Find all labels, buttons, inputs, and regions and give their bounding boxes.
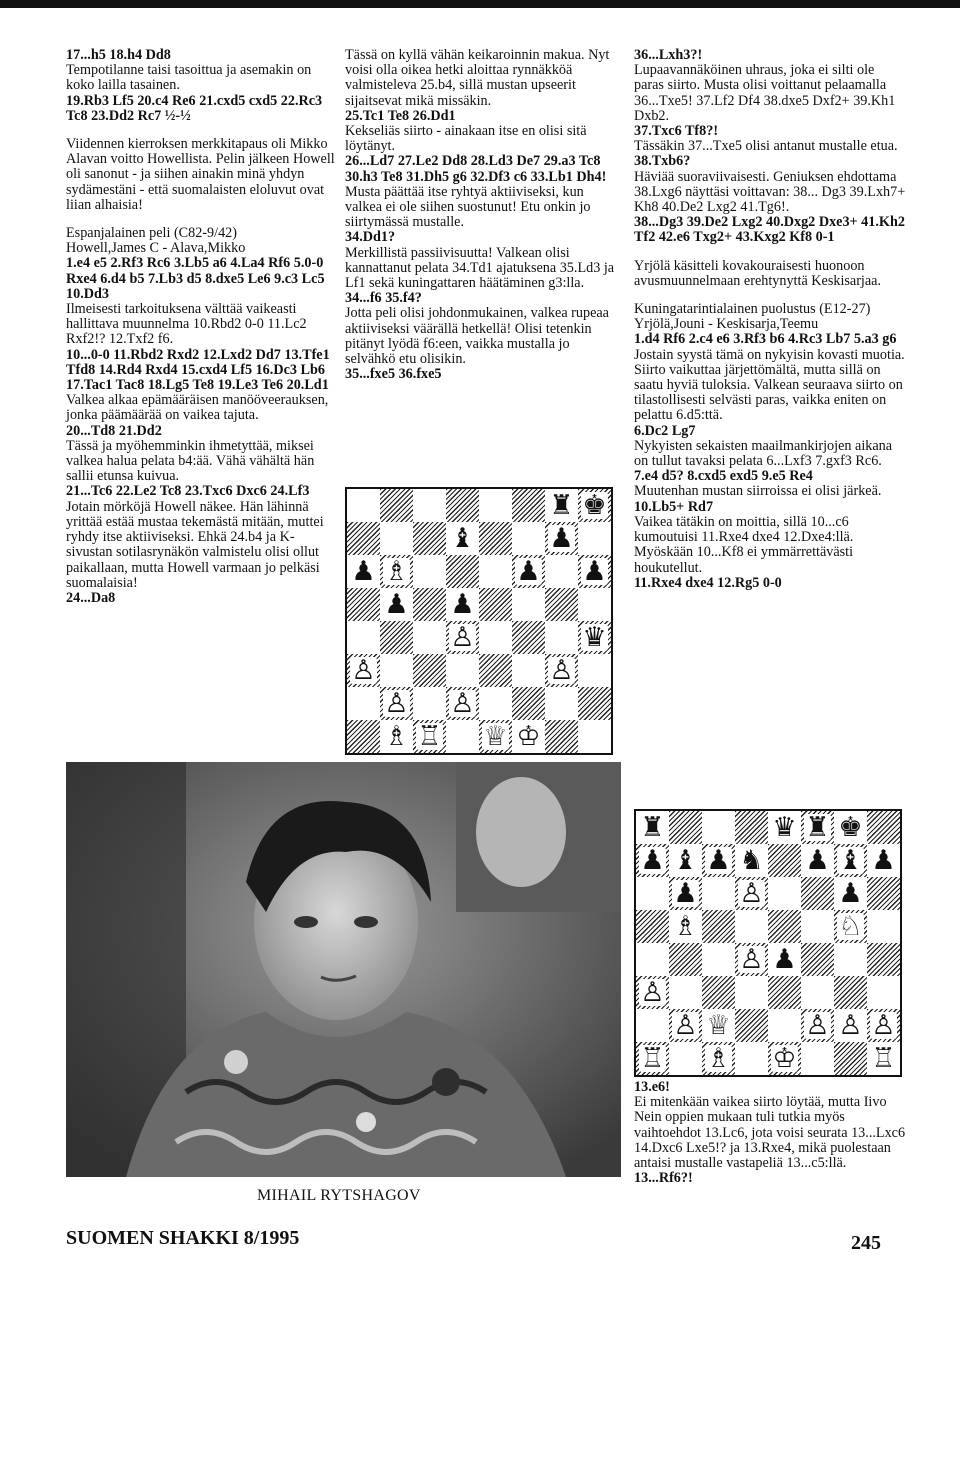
black-king-icon: ♚ [582,490,607,521]
board-square [834,1042,867,1075]
board-square [834,943,867,976]
black-pawn-icon: ♟ [838,878,863,909]
white-pawn-icon: ♙ [549,655,574,686]
board-square [413,555,446,588]
commentary-text: Viidennen kierroksen merkkitapaus oli Mikko Alavan voitto Howellista. Pelin jälkeen Howell oli sanonut - ja siihen ainakin minä yhdyn sydämestäni - että suomalaisten eloluvut ovat liian alhaisia! [66,136,335,213]
black-pawn-icon: ♟ [673,878,698,909]
white-king-icon: ♔ [772,1043,797,1074]
board-square [347,588,380,621]
board-square [834,976,867,1009]
board-square [768,877,801,910]
commentary-text: Yrjölä käsitteli kovakouraisesti huonoon avusmuunnelmaan erehtynyttä Keskisarjaa. [634,257,882,289]
commentary-text: Jostain syystä tämä on nykyisin kovasti muotia. Siirto vaikuttaa järjettömältä, mutta sillä on saatu hyviä tuloksia. Valkean seuraava siirto on tilastollisesti selvästi paras, vaikka eniten on pelattu 6.d5:ttä. [634,346,905,424]
black-queen-icon: ♛ [772,812,797,843]
black-pawn-icon: ♟ [384,589,409,620]
commentary-text: Espanjalainen peli (C82-9/42) [66,225,237,242]
board-square [479,687,512,720]
white-pawn-icon: ♙ [838,1010,863,1041]
board-square [446,720,479,753]
white-pawn-icon: ♙ [871,1010,896,1041]
black-rook-icon: ♜ [805,812,830,843]
black-bishop-icon: ♝ [673,845,698,876]
move-text: 24...Da8 [66,589,116,606]
black-rook-icon: ♜ [640,812,665,843]
board-square [702,877,735,910]
commentary-text: Kekseliäs siirto - ainakaan itse en olisi sitä löytänyt. [345,123,587,155]
photo-image [66,762,621,1177]
black-pawn-icon: ♟ [640,845,665,876]
board-square [867,910,900,943]
board-square [347,489,380,522]
board-square [636,910,669,943]
paragraph-gap [634,246,906,259]
move-text: 34.Dd1? [345,229,396,246]
commentary-text: Ei mitenkään vaikea siirto löytää, mutta Iivo Nein oppien mukaan tuli tutkia myös vaihtoehdot 13.Lc6, jota voisi seurata 13...Lxc6 14.Dxc6 Lxe5!? ja 13.Rxe4, mikä puolestaan antaisi mustalle vastapeliä 13...c5:llä. [634,1094,906,1172]
black-bishop-icon: ♝ [838,845,863,876]
move-text: 6.Dc2 Lg7 [634,422,696,439]
board-square [768,1009,801,1042]
move-text: 19.Rb3 Lf5 20.c4 Re6 21.cxd5 cxd5 22.Rc3 Tc8 23.Dd2 Rc7 ½-½ [66,92,323,124]
white-pawn-icon: ♙ [739,944,764,975]
board-square [545,621,578,654]
board-square [512,489,545,522]
board-square [512,588,545,621]
white-pawn-icon: ♙ [640,977,665,1008]
move-text: 11.Rxe4 dxe4 12.Rg5 0-0 [634,574,782,591]
move-text: 21...Tc6 22.Le2 Tc8 23.Txc6 Dxc6 24.Lf3 [66,483,310,500]
black-pawn-icon: ♟ [450,589,475,620]
board-square [479,489,512,522]
board-square [413,621,446,654]
black-queen-icon: ♛ [582,622,607,653]
board-square [413,489,446,522]
black-bishop-icon: ♝ [450,523,475,554]
white-pawn-icon: ♙ [450,622,475,653]
board-square [413,588,446,621]
board-square [512,654,545,687]
white-pawn-icon: ♙ [805,1010,830,1041]
move-text: 38...Dg3 39.De2 Lxg2 40.Dxg2 Dxe3+ 41.Kh2 Tf2 42.e6 Txg2+ 43.Kxg2 Kf8 0-1 [634,214,905,246]
white-rook-icon: ♖ [417,721,442,752]
white-pawn-icon: ♙ [384,688,409,719]
commentary-text: Kuningatarintialainen puolustus (E12-27) [634,301,871,318]
move-text: 26...Ld7 27.Le2 Dd8 28.Ld3 De7 29.a3 Tc8 30.h3 Te8 31.Dh5 g6 32.Df3 c6 33.Lb1 Dh4! [345,153,607,185]
black-pawn-icon: ♟ [706,845,731,876]
white-bishop-icon: ♗ [673,911,698,942]
board-square [479,621,512,654]
move-text: 1.d4 Rf6 2.c4 e6 3.Rf3 b6 4.Rc3 Lb7 5.a3 g6 [634,331,897,348]
commentary-text: Tässä ja myöhemminkin ihmetyttää, miksei valkea halua pelata b4:ää. Vähä vähältä hän sallii etunsa kuivua. [66,437,315,485]
black-pawn-icon: ♟ [805,845,830,876]
board-square [768,976,801,1009]
move-text: 20...Td8 21.Dd2 [66,422,162,439]
board-square [347,522,380,555]
board-square [479,555,512,588]
board-square [479,588,512,621]
board-square [446,654,479,687]
commentary-text: Nykyisten sekaisten maailmankirjojen aikana on tullut tavaksi pelata 6...Lxf3 7.gxf3 Rc6. [634,437,893,470]
move-text: 10...0-0 11.Rbd2 Rxd2 12.Lxd2 Dd7 13.Tfe1 Tfd8 14.Rd4 Rxd4 15.cxd4 Lf5 16.Dc3 Lb6 17.Tac1 Tac8 18.Lg5 Te8 19.Le3 Te6 20.Ld1 [66,346,330,394]
commentary-text: Valkea alkaa epämääräisen manööveerauksen, jonka päämäärää on vaikea tajuta. [66,392,329,424]
board-square [413,687,446,720]
move-text: 13...Rf6?! [634,1170,693,1187]
magazine-issue: SUOMEN SHAKKI 8/1995 [66,1227,300,1249]
white-bishop-icon: ♗ [384,556,409,587]
move-text: 37.Txc6 Tf8?! [634,123,719,140]
white-queen-icon: ♕ [706,1010,731,1041]
commentary-text: Jotain mörköjä Howell näkee. Hän lähinnä yrittää estää mustaa tekemästä mitään, muttei ryhdy itse aktiiviseksi. Ehkä 24.b4 ja K-sivustan sotilasrynäkön valmistelu olisi ollut paikallaan, mutta Howell varmaan jo pelkäsi suomalaisia! [66,498,324,591]
board-square [867,976,900,1009]
board-square [768,844,801,877]
white-bishop-icon: ♗ [706,1043,731,1074]
board-square [867,877,900,910]
board-square [380,489,413,522]
board-square [578,588,611,621]
move-text: 10.Lb5+ Rd7 [634,498,714,515]
top-rule [0,0,960,8]
commentary-text: Merkillistä passiivisuutta! Valkean olisi kannattanut pelata 34.Td1 ajatuksena 35.Ld3 ja Lf1 sekä kuningattaren häätäminen g3:lla. [345,244,615,292]
black-pawn-icon: ♟ [516,556,541,587]
board-square [446,555,479,588]
commentary-text: Ilmeisesti tarkoituksena välttää vaikeasti hallittava muunnelma 10.Rbd2 0-0 11.Lc2 Rxf2!? 12.Txf2 f6. [66,301,307,348]
board-square [446,489,479,522]
black-rook-icon: ♜ [549,490,574,521]
board-square [735,976,768,1009]
page-number: 245 [851,1232,881,1254]
board-square [735,910,768,943]
board-square [380,522,413,555]
board-square [669,1042,702,1075]
black-king-icon: ♚ [838,812,863,843]
move-text: 25.Tc1 Te8 26.Dd1 [345,107,456,124]
board-square [669,943,702,976]
board-square [768,910,801,943]
board-square [867,943,900,976]
chess-diagram-2 [634,809,902,1077]
board-square [801,943,834,976]
board-square [669,811,702,844]
board-square [801,1042,834,1075]
board-square [735,811,768,844]
player-photo [66,762,621,1462]
column-2 [345,48,617,382]
board-square [669,976,702,1009]
board-square [702,811,735,844]
chess-diagram-1 [345,487,613,755]
board-square [479,654,512,687]
white-king-icon: ♔ [516,721,541,752]
commentary-text: Tässäkin 37...Txe5 olisi antanut mustalle etua. [634,138,898,155]
black-pawn-icon: ♟ [871,845,896,876]
board-square [578,687,611,720]
column-3-bottom [634,1080,906,1186]
white-pawn-icon: ♙ [351,655,376,686]
white-rook-icon: ♖ [871,1043,896,1074]
board-square [636,943,669,976]
column-3 [634,48,906,591]
move-text: 38.Txb6? [634,153,691,170]
commentary-text: Tempotilanne taisi tasoittua ja asemakin on koko lailla tasainen. [66,62,312,94]
move-text: 35...fxe5 36.fxe5 [345,366,442,383]
board-square [512,687,545,720]
board-square [545,720,578,753]
board-square [347,687,380,720]
board-square [413,522,446,555]
board-square [347,720,380,753]
black-pawn-icon: ♟ [549,523,574,554]
board-square [347,621,380,654]
move-text: 17...h5 18.h4 Dd8 [66,47,171,63]
board-square [578,522,611,555]
commentary-text: Häviää suoraviivaisesti. Geniuksen ehdottama 38.Lxg6 näyttäsi voittavan: 38... Dg3 39.Lxh7+ Kh8 40.De2 Lxg2 41.Tg6!. [634,168,906,216]
black-knight-icon: ♞ [739,845,764,876]
move-text: 34...f6 35.f4? [345,290,422,307]
commentary-text: Lupaavannäköinen uhraus, joka ei silti ole paras siirto. Musta olisi voittanut pelaamalla 36...Txe5! 37.Lf2 Df4 38.dxe5 Dxf2+ 39.Kh1 Dxb2. [634,62,896,124]
black-pawn-icon: ♟ [772,944,797,975]
board-square [735,1009,768,1042]
board-square [545,588,578,621]
board-square [636,877,669,910]
board-square [578,720,611,753]
board-square [735,1042,768,1075]
commentary-text: Muutenhan mustan siirroissa ei olisi järkeä. [634,483,882,500]
move-text: 36...Lxh3?! [634,47,703,63]
board-square [702,910,735,943]
board-square [702,943,735,976]
board-square [512,522,545,555]
board-square [479,522,512,555]
commentary-text: Yrjölä,Jouni - Keskisarja,Teemu [634,316,819,333]
board-square [702,976,735,1009]
white-knight-icon: ♘ [838,911,863,942]
move-text: 1.e4 e5 2.Rf3 Rc6 3.Lb5 a6 4.La4 Rf6 5.0-0 Rxe4 6.d4 b5 7.Lb3 d5 8.dxe5 Le6 9.c3 Lc5 10.Dd3 [66,255,325,302]
board-square [413,654,446,687]
white-pawn-icon: ♙ [673,1010,698,1041]
move-text: 13.e6! [634,1079,670,1095]
white-rook-icon: ♖ [640,1043,665,1074]
board-square [380,654,413,687]
board-square [636,1009,669,1042]
commentary-text: Howell,James C - Alava,Mikko [66,240,246,257]
white-bishop-icon: ♗ [384,721,409,752]
white-queen-icon: ♕ [483,721,508,752]
commentary-text: Musta päättää itse ryhtyä aktiiviseksi, kun valkea ei ole siihen suostunut! Etu onkin jo siirtymässä mustalle. [345,183,591,231]
board-square [545,687,578,720]
board-square [801,877,834,910]
commentary-text: Jotta peli olisi johdonmukainen, valkea rupeaa aktiiviseksi väärällä hetkellä! Olisi tetenkin pitänyt lyödä f6:een, vaikka mustalla jo selvähkö etu olisikin. [345,305,609,368]
board-square [545,555,578,588]
white-pawn-icon: ♙ [450,688,475,719]
board-square [801,976,834,1009]
commentary-text: Tässä on kyllä vähän keikaroinnin makua. Nyt voisi olla oikea hetki aloittaa rynnäkköä valmisteleva 25.b4, sillä mustan upseerit sijaitsevat mikä missäkin. [345,47,610,109]
column-1 [66,48,338,606]
black-pawn-icon: ♟ [351,556,376,587]
white-pawn-icon: ♙ [739,878,764,909]
board-square [380,621,413,654]
board-square [512,621,545,654]
board-square [801,910,834,943]
board-square [867,811,900,844]
commentary-text: Vaikea tätäkin on moittia, sillä 10...c6 kumoutuisi 11.Rxe4 dxe4 12.Dxe4:llä. Myöskään 10...Kf8 ei ymmärrettävästi houkutellut. [634,513,854,576]
board-square [578,654,611,687]
photo-caption: MIHAIL RYTSHAGOV [257,1187,421,1204]
black-pawn-icon: ♟ [582,556,607,587]
move-text: 7.e4 d5? 8.cxd5 exd5 9.e5 Re4 [634,468,813,485]
